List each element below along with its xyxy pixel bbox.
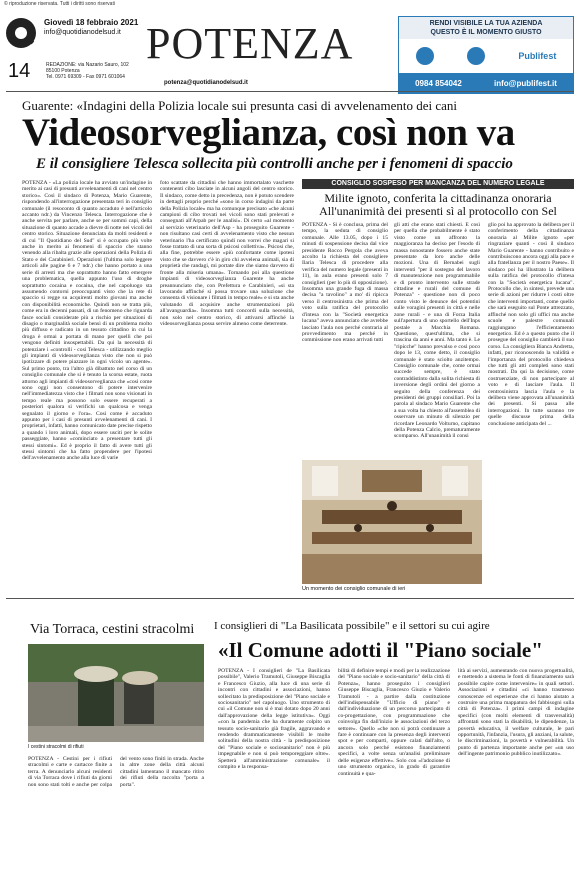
page-number: 14 [8, 60, 31, 82]
ad-contacts [399, 73, 573, 93]
redazione-info: REDAZIONE: via Nazario Sauro, 102 85100 Potenza Tel. 0971 69309 - Fax 0971 601064 [46, 62, 129, 80]
advertisement-publifest[interactable] [398, 16, 574, 94]
council-room-image [302, 460, 482, 584]
ad-globe-icon [416, 47, 434, 65]
section-rule [6, 598, 574, 599]
ad-brand: Publifest [518, 51, 557, 61]
council-photo [302, 460, 482, 584]
ad-headline: RENDI VISIBILE LA TUA AZIENDA QUESTO È IL MOMENTO GIUSTO [399, 17, 573, 39]
masthead-rule [6, 91, 574, 92]
article-kicker: Guarente: «Indagini della Polizia locale sui presunta casi di avvelenamento dei cani [22, 98, 457, 113]
sidebar-title: Milite ignoto, conferita la cittadinanza onoraria All'unanimità dei presenti sì al protocollo con Sel [319, 191, 557, 218]
sidebar-label: CONSIGLIO SOSPESO PER MANCANZA DEL NUMERO LEGALE [302, 179, 574, 189]
article-column-2: foto scattate da cittadini che hanno immortalato vaschette contenenti cibo lasciate in alcuni angoli del centro storico. Il sindaco, come detto in precedenza, non è potuto scendere in dettagli proprio perché «sono in corso indagini da parte della Polizia locale» ma ha comunque precisato «che alcuni campioni di cibo trovati nei vicoli sono stati prelevati e consegnati all'Arpab per le analisi». Di certo «al momento al servizio veterinario dell'Asp - ha proseguito Guarente - non risultano casi certi di avvelenamento visto che nessun veterinario l'ha certificato quindi non vorrei che magari si fosse trattato di una sorta di psicosi collettiva». Psicosi che, alla fine, potrebbe essere «più confortante come ipotesi visto che se davvero c'è in giro chi avvelena animali, sia di proprietà che randagi, mi portate dire che siamo davvero di fronte alla miseria umana». Tornando poi alla questione impianti di videosorveglianza Guarente ha anche preannunciato che, con Prefettura e Carabinieri, «si sta lavorando affinché si possa trovare una soluzione che consenta di visionare i filmati in tempo reale» e si sta anche valutando di acquisire anche strumentazioni più all'avanguardia». Insomma tutti concordi sulla necessità, non solo nel centro storico, di attivarsi affinché la videosorveglianza possa servire almeno come deterrente. [160, 180, 294, 327]
masthead-site[interactable]: info@quotidianodelsud.it [44, 29, 121, 36]
sidebar-column-2: gli atti che erano stati chiesti. E così per quella che probabilmente è stato visto come un affronto la maggioranza ha deciso per l'esodo di massa nonostante fossero anche state presentate da loro anche delle mozioni. Una di Bernabei sugli interventi "per il sostegno del lavoro di manutenzione non programmabile e di pronto intervento sulle strade cittadine e rurali del comune di Potenza" - questione non di poco conto visto le denunce dei potentini sulle voragini presenti in città e nelle zone rurali - e una di Forza Italia sull'apertura di uno sportello dell'Inps postale a Macchia Romana. Questione, quest'ultima, che si trascina da anni e anni. Ma tanto è. Le "ripicche" hanno prevalso e così poco dopo le 13, come detto, il consiglio comunale è stato sciolto anzitempo. Consiglio comunale che, come ormai succede sempre, è stato contraddistinto dalla solita richiesta di inversione degli ordini del giorno a seguito della conferenza dei presidenti dei gruppi consiliari. Poi la parola al sindaco Mario Guarente che a sua volta ha chiesto all'assemblea di osservare un minuto di silenzio per ricordare Leonardo Volturno, capitano della Potenza Calcio, prematuramente scomparso. All'unanimità il consi [394, 222, 480, 440]
article-headline: Videosorveglianza, così non va [22, 111, 515, 154]
bottom-article-column-1: POTENZA - I consiglieri de "La Basilicata possibile", Valerio Tramutoli, Giuseppe Biscaglia e Francesco Giuzio, alla luce di una serie di incontri con cittadini e associazioni, hanno sollecitato la predisposizione del "Piano sociale e sociosanitario" nel capoluogo. Uno strumento di cui «il Comune non si è mai dotato dopo 20 anni dall'approvazione della legge istitutiva». Oggi «con la pandemia che ha duramente colpito un tessuto socio-sanitario già fragile, aggravando e rendendo drammaticamente visibili le molte solitudini della nostra città - la predisposizione del "Piano sociale e sociosanitario" non è più impegnabile e non si può temporeggiare oltre». Spetterà all'amministrazione comunale» il compito e la responsa- [218, 668, 330, 771]
issue-date: Giovedì 18 febbraio 2021 [44, 18, 139, 27]
sidebar-column-3: glio poi ha approvato la delibera per il conferimento della cittadinanza onoraria al Milite ignoto «per ringraziare quanti - così il sindaco Mario Guarente - hanno contribuito e contribuiscono ancora oggi alla pace e alla fratellanza per il nostro Paese». Il sindaco poi ha illustrato la delibera sulla ratifica del protocollo d'intesa con la "Società energetica lucana". Protocollo che, in sintesi, prevede una serie di azioni per ridurre i costi oltre che interventi importanti, come quello che sarà eseguito sul Ponte attrezzato, affinché non solo gli uffici ma anche scuole e palestre comunali raggiungano l'efficientamento energetico. Ed è a questo punto che il prosegue del consiglio cambierà il suo corso. La consigliera Bianca Andretta, infatti, pur riconoscendo la validità e l'importanza del protocollo chiedeva che tutti gli atti completi sono stati mostrati. Da qui la decisione, come costruenziate, di non partecipare al voto e di lasciare l'aula. Il centrosinistra lascia l'aula e la delibera viene approvata all'unanimità dei presenti. Si passa alle interrogazioni. In tutte saranno tre quelle discusse prima della conclusione anticipata del ... [488, 222, 574, 427]
via-torraca-box [6, 604, 204, 870]
bottom-article-column-2: bilità di definire tempi e modi per la realizzazione del "Piano sociale e socio-sanitario" della città di Potenza», hanno proseguito i consiglieri Giuseppe Biscaglia, Francesco Giuzio e Valerio Tramutoli - a partire dalla costituzione dell'indispensabile "Ufficio di piano" e dall'individuazione di un percorso partecipato di co-progettazione, con programmazione che coinvolga fin dall'inizio le associazioni del terzo settore». Quello «che non si potrà continuare a fare è continuare con la presenza degli interventi spot e per comparti, oppure calati dall'alto, o ancora solo perché esistono finanziamenti specifici, a volte senza un'analisi preliminare delle esigenze effettive». Solo con «l'adozione di uno strumento organico, in grado di garantire continuità e qua- [338, 668, 450, 777]
section-city-title: POTENZA [146, 19, 354, 68]
ad-email: info@publifest.it [494, 78, 557, 88]
article-subhead: E il consigliere Telesca sollecita più controlli anche per i fenomeni di spaccio [36, 156, 513, 172]
sidebar-column-1: POTENZA - Si è conclusa, prima del tempo, la seduta di consiglio comunale. Alle 13.05, dopo i 15 minuti di sospensione decisa dal vice presidente Rocco Pergola che aveva accolto la richiesta del consigliere Ilaria Telesca di procedere alla verifica del numero legale (presenti in 11), in aula erano presenti solo 7 consiglieri (per lo più di opposizione). Insomma una grande fuga di massa decisa "a tavolino" a mo' di ripicca verso il centrosinistra che prima del voto sulla ratifica del protocollo d'intesa con la "Società energetica lucana" aveva annunciato che avrebbe lasciato l'aula non perché contraria al provvedimento ma perché in commissione non erano arrivati tutti [302, 222, 388, 344]
bottom-article-column-3: lità ai servizi, aumentando con nuova progettualità, e mettendo a sistema le fonti di finanziamento sarà possibile capire come intervenire» in quali settori. Associazioni e cittadini «ci hanno trasmesso conoscenze ed esperienze che ci hanno aiutato a costruire una prima mappatura dei fabbisogni sulla città di Potenza». I primi campi di indagine specifici (con molti elementi di trasversalità) affrontati sono stati la disabilità, le dipendenze, la povertà educativa, il welfare culturale, le pari opportunità, l'infanzia, l'usura, gli anziani, la salute, le discriminazioni, la povertà e vulnerabilità. Un punto di partenza importante anche per «un uso dell'ingente patrimonio pubblico inutilizzato». [458, 668, 574, 758]
ad-phone-icon [467, 47, 485, 65]
council-photo-caption: Un momento dei consiglio comunale di ieri [302, 586, 406, 592]
via-torraca-photo [28, 644, 204, 742]
bottom-article-kicker: I consiglieri di "La Basilicata possibile" e il settori su cui agire [214, 620, 490, 632]
via-torraca-text: POTENZA - Cestini per i rifiuti stracolmi e carte e cartacce finite a terra. A denunciarlo alcuni residenti di via Torraca dove i rifiuti da giorni non sono stati tolti e anche per colpa del vento sono finiti in strada. Anche in altre zone della città alcuni cittadini lamentano il mancato ritiro dei rifiuti della raccolta "porta a porta". [28, 756, 204, 788]
bottom-article-title: «Il Comune adotti il "Piano sociale" [218, 638, 543, 662]
redazione-email[interactable]: potenza@quotidianodelsud.it [164, 80, 248, 86]
article-column-1: POTENZA - «La polizia locale ha avviato un'indagine in merito ai casi di presunti avvelenamenti di cani nel centro storico». Così il sindaco di Potenza, Mario Guarente, rispondendo all'interrogazione presentata teri in consiglio comunale (il resoconto di quanto accaduto è nell'articolo accanto ndr.) da Vincenzo Telesca. Interrogazione che è anche servita per parlare, anche se per sommi capi, della situazione di quanto accade a dievre di notte nei vicoli del centro storico. Situazione denunciata da molti residenti e di cui "Il Quotidiano del Sud" si è occupato più volte anche in merito ai fenomeni di spaccio che stanno venendo alla ribalta grazie alle operazioni della Polizia di Stato e dei Carabinieri. Operazioni (l'ultima solo leggere articoli alle pagine 6 e 7 ndr.) che hanno portato a una serie di arresti ma che soprattutto hanno fatto emergere una problematica, quella appunto l'uso di droghe soprattutto cocaina e cocaina, che nel capoluogo sta assumendo contorni preoccupanti visto che la rete di spaccio si regge su acquirenti molto giovani ma anche con disponibilità economiche. Quindi non se tratta più, come era in decenni passati, di un fenomeno che riguarda fasce sociali considerate più a rischio per situazioni di disagio o marginalità sociale bensì di un problema molto più diffuso e radicato in un tessuto cittadino in cui la droga è ormai a portata di mano per quelli che poi vengono definiti insospettabili. Da qui la necessità di potenziare i «controlli - così Telesca - utilizzando meglio gli impianti di videosorveglianza visto che non si può ipotizzare di potere piazzare in ogni vicolo un agente». Sul primo ponto, tra l'altro già dibattuto nel corso di un consiglio comunale che si è tenuto la scorsa estate, ruota attorno agli impianti di videosorveglianza che «così come sono oggi non consentono di potere intervenire nell'immediatezza visto che i filmati non sono visionati in tempo reale ma possono solo essere recuperati a posteriori qualora si verifichi un qualcosa e venga segnalato il giorno e l'ora». Così come è accaduto appunto per i casi di presunti avvelenamenti di cani. I proprietari, infatti, hanno comunicato date precise rispetto a quando i loro animali, dopo essere usciti per le solite passeggiate, hanno «cominciato a presentare tutti gli stessi sintomi». Ed è proprio il fatto di avere tutti gli stessi sintomi che ha fatto propendere per l'ipotesi dell'avvelenamento anche alla luce di varie [22, 180, 152, 462]
via-torraca-title: Via Torraca, cestini stracolmi [30, 622, 195, 637]
copyright-note: © riproduzione riservata. Tutti i diritti sono riservati [4, 1, 115, 7]
ad-body [399, 39, 573, 73]
trash-bins-image [28, 644, 204, 742]
quotidiano-logo-icon [6, 18, 36, 48]
via-torraca-photo-caption: I cestini stracolmi di rifiuti [28, 744, 84, 750]
ad-phone: 0984 854042 [415, 78, 462, 88]
